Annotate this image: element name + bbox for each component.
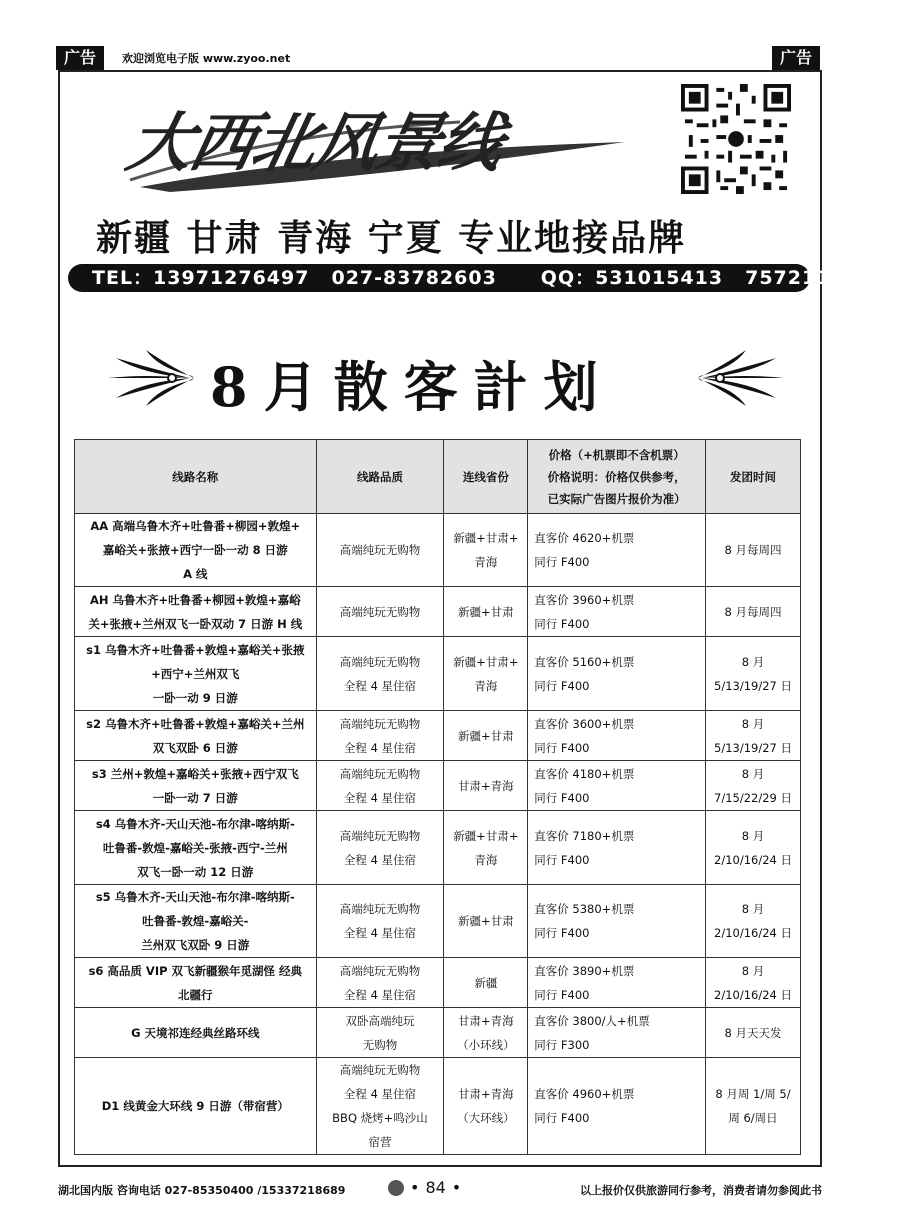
cell-quality: 高端纯玩无购物 全程 4 星住宿 (316, 958, 444, 1008)
cell-provinces: 新疆+甘肃+ 青海 (444, 811, 528, 885)
footer-disclaimer: 以上报价仅供旅游同行参考，消费者请勿参阅此书 (580, 1184, 822, 1197)
table-row (75, 711, 801, 761)
qq-number-1: 531015413 (595, 267, 724, 289)
brand-name: 大西北风景线 (120, 106, 509, 181)
cell-provinces: 新疆+甘肃 (444, 711, 528, 761)
ad-tag-right: 广告 (772, 46, 820, 70)
table-row (75, 1058, 801, 1155)
site-text: 欢迎浏览电子版 www.zyoo.net (122, 52, 291, 65)
cell-departure: 8 月每周四 (706, 587, 801, 637)
table-row (75, 811, 801, 885)
cell-quality: 高端纯玩无购物 全程 4 星住宿 (316, 811, 444, 885)
qr-code-icon (680, 84, 792, 194)
cell-quality: 高端纯玩无购物 全程 4 星住宿 (316, 761, 444, 811)
cell-provinces: 甘肃+青海 （小环线） (444, 1008, 528, 1058)
cell-name: s5 乌鲁木齐-天山天池-布尔津-喀纳斯- 吐鲁番-敦煌-嘉峪关- 兰州双飞双卧 9 日游 (75, 885, 317, 958)
table-row (75, 587, 801, 637)
cell-price: 直客价 5380+机票 同行 F400 (528, 885, 706, 958)
cell-quality: 高端纯玩无购物 全程 4 星住宿 (316, 885, 444, 958)
tour-plan-table (74, 439, 801, 1155)
cell-provinces: 甘肃+青海 （大环线） (444, 1058, 528, 1155)
col-header-provinces: 连线省份 (444, 440, 528, 514)
cell-quality: 高端纯玩无购物 (316, 514, 444, 587)
cell-provinces: 新疆+甘肃 (444, 587, 528, 637)
cell-price: 直客价 5160+机票 同行 F400 (528, 637, 706, 711)
cell-price: 直客价 3600+机票 同行 F400 (528, 711, 706, 761)
footer-page-number (388, 1178, 461, 1197)
table-header-row (75, 440, 801, 514)
qq-number-2: 757211928 (745, 267, 874, 289)
cell-name: D1 线黄金大环线 9 日游（带宿营） (75, 1058, 317, 1155)
cell-price: 直客价 7180+机票 同行 F400 (528, 811, 706, 885)
cell-price: 直客价 4620+机票 同行 F400 (528, 514, 706, 587)
cell-departure: 8 月 2/10/16/24 日 (706, 885, 801, 958)
cell-price: 直客价 4180+机票 同行 F400 (528, 761, 706, 811)
ornament-left-icon (106, 344, 198, 412)
tel-line (92, 267, 519, 289)
cell-name: s1 乌鲁木齐+吐鲁番+敦煌+嘉峪关+张掖 +西宁+兰州双飞 一卧一动 9 日游 (75, 637, 317, 711)
qq-label: QQ： (540, 267, 596, 289)
page-dot-icon: • (410, 1178, 420, 1197)
cell-name: s6 高品质 VIP 双飞新疆猴年觅湖怪 经典 北疆行 (75, 958, 317, 1008)
cell-provinces: 甘肃+青海 (444, 761, 528, 811)
col-header-price: 价格（+机票即不含机票） 价格说明：价格仅供参考， 已实际广告图片报价为准） (528, 440, 706, 514)
ornament-right-icon (694, 344, 786, 412)
cell-provinces: 新疆 (444, 958, 528, 1008)
cell-provinces: 新疆+甘肃 (444, 885, 528, 958)
cell-provinces: 新疆+甘肃+ 青海 (444, 514, 528, 587)
page-number: 84 (425, 1178, 446, 1197)
cell-quality: 双卧高端纯玩 无购物 (316, 1008, 444, 1058)
qq-line (541, 267, 895, 289)
cell-provinces: 新疆+甘肃+ 青海 (444, 637, 528, 711)
tel-landline: 027-83782603 (331, 267, 497, 289)
brand-logo (120, 92, 630, 197)
cell-price: 直客价 3890+机票 同行 F400 (528, 958, 706, 1008)
cell-quality: 高端纯玩无购物 (316, 587, 444, 637)
cell-price: 直客价 3800/人+机票 同行 F300 (528, 1008, 706, 1058)
table-row (75, 637, 801, 711)
cell-price: 直客价 3960+机票 同行 F400 (528, 587, 706, 637)
cell-quality: 高端纯玩无购物 全程 4 星住宿 BBQ 烧烤+鸣沙山 宿营 (316, 1058, 444, 1155)
cell-departure: 8 月 5/13/19/27 日 (706, 711, 801, 761)
tel-mobile: 13971276497 (153, 267, 310, 289)
cell-departure: 8 月 2/10/16/24 日 (706, 958, 801, 1008)
tel-label: TEL： (92, 267, 154, 289)
cell-quality: 高端纯玩无购物 全程 4 星住宿 (316, 711, 444, 761)
cell-name: AH 乌鲁木齐+吐鲁番+柳园+敦煌+嘉峪 关+张掖+兰州双飞一卧双动 7 日游 H 线 (75, 587, 317, 637)
cell-name: G 天境祁连经典丝路环线 (75, 1008, 317, 1058)
cell-name: AA 高端乌鲁木齐+吐鲁番+柳园+敦煌+ 嘉峪关+张掖+西宁一卧一动 8 日游 A 线 (75, 514, 317, 587)
footer-edition: 湖北国内版 咨询电话 027-85350400 /15337218689 (58, 1184, 346, 1197)
cell-departure: 8 月周 1/周 5/ 周 6/周日 (706, 1058, 801, 1155)
cell-departure: 8 月每周四 (706, 514, 801, 587)
table-row (75, 885, 801, 958)
col-header-name: 线路名称 (75, 440, 317, 514)
page-dot-icon: • (451, 1178, 462, 1197)
table-row (75, 514, 801, 587)
cell-price: 直客价 4960+机票 同行 F400 (528, 1058, 706, 1155)
col-header-departure: 发团时间 (706, 440, 801, 514)
cell-name: s4 乌鲁木齐-天山天池-布尔津-喀纳斯- 吐鲁番-敦煌-嘉峪关-张掖-西宁-兰州 双飞一卧一动 12 日游 (75, 811, 317, 885)
cell-departure: 8 月 7/15/22/29 日 (706, 761, 801, 811)
table-row (75, 1008, 801, 1058)
col-header-quality: 线路品质 (316, 440, 444, 514)
plan-title: 8月散客計划 (210, 355, 614, 419)
cell-departure: 8 月天天发 (706, 1008, 801, 1058)
contact-bar (68, 264, 874, 292)
cell-name: s2 乌鲁木齐+吐鲁番+敦煌+嘉峪关+兰州 双飞双卧 6 日游 (75, 711, 317, 761)
ad-tag-left: 广告 (56, 46, 104, 70)
cell-departure: 8 月 2/10/16/24 日 (706, 811, 801, 885)
brand-slogan: 新疆 甘肃 青海 宁夏 专业地接品牌 (96, 218, 687, 259)
publisher-logo-icon (388, 1180, 404, 1196)
table-row (75, 761, 801, 811)
cell-departure: 8 月 5/13/19/27 日 (706, 637, 801, 711)
cell-quality: 高端纯玩无购物 全程 4 星住宿 (316, 637, 444, 711)
table-row (75, 958, 801, 1008)
cell-name: s3 兰州+敦煌+嘉峪关+张掖+西宁双飞 一卧一动 7 日游 (75, 761, 317, 811)
